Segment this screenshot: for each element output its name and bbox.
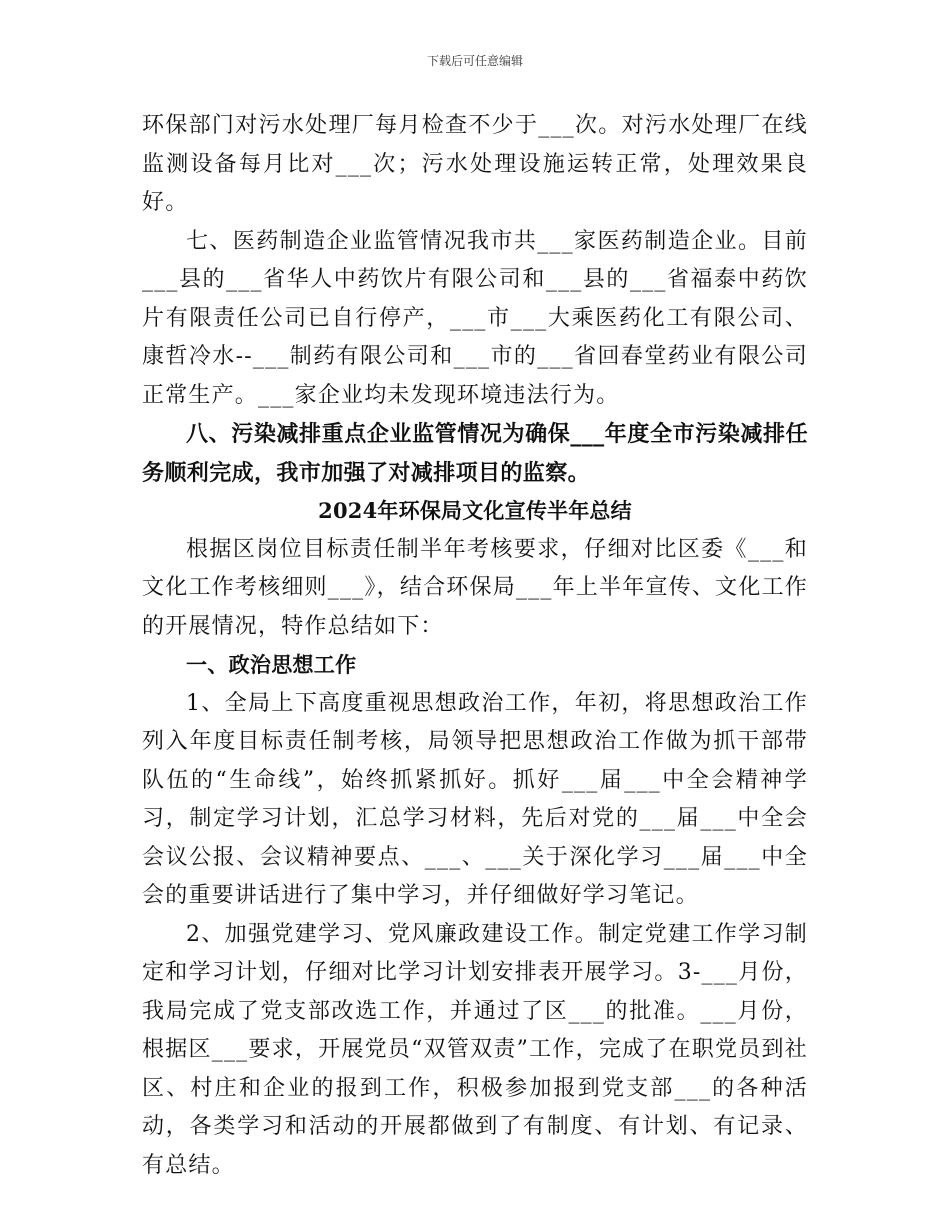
paragraph-intro: 根据区岗位目标责任制半年考核要求，仔细对比区委《___和文化工作考核细则___》，结合环保局___年上半年宣传、文化工作的开展情况，特作总结如下：: [142, 536, 808, 639]
paragraph-emission-reduction: 八、污染减排重点企业监管情况为确保___年度全市污染减排任务顺利完成，我市加强了对减排项目的监察。: [142, 421, 808, 486]
paragraph-pharma-supervision: 七、医药制造企业监管情况我市共___家医药制造企业。目前___县的___省华人中药饮片有限公司和___县的___省福泰中药饮片有限责任公司已自行停产，___市___大乘医药化工有限公司、康哲冷水--___制药有限公司和___市的___省回春堂药业有限公司正常生产。___家企业均未发现环境违法行为。: [142, 228, 808, 408]
paragraph-sewage-inspection: 环保部门对污水处理厂每月检查不少于___次。对污水处理厂在线监测设备每月比对___次；污水处理设施运转正常，处理效果良好。: [142, 113, 808, 215]
paragraph-item-2: 2、加强党建学习、党风廉政建设工作。制定党建工作学习制定和学习计划，仔细对比学习计划安排表开展学习。3-___月份，我局完成了党支部改选工作，并通过了区___的批准。___月份，根据区___要求，开展党员“双管双责”工作，完成了在职党员到社区、村庄和企业的报到工作，积极参加报到党支部___的各种活动，各类学习和活动的开展都做到了有制度、有计划、有记录、有总结。: [142, 921, 808, 1178]
page-header-note: 下载后可任意编辑: [426, 54, 523, 68]
paragraph-item-1: 1、全局上下高度重视思想政治工作，年初，将思想政治工作列入年度目标责任制考核，局领导把思想政治工作做为抓干部带队伍的“生命线”，始终抓紧抓好。抓好___届___中全会精神学习，制定学习计划，汇总学习材料，先后对党的___届___中全会会议公报、会议精神要点、___、___关于深化学习___届___中全会的重要讲话进行了集中学习，并仔细做好学习笔记。: [142, 690, 808, 908]
section-heading-political-work: 一、政治思想工作: [186, 652, 357, 677]
document-title: 2024年环保局文化宣传半年总结: [318, 498, 632, 523]
document-body: [142, 107, 808, 1185]
